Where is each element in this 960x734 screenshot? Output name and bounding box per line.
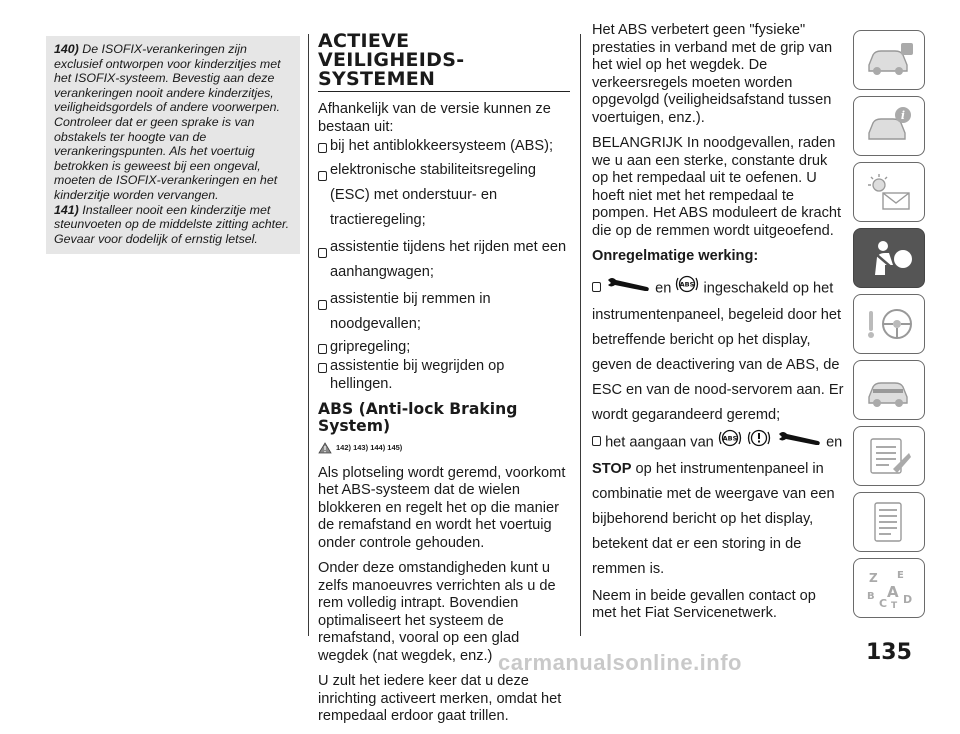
bullet-item: bij het antiblokkeersysteem (ABS); — [318, 138, 570, 156]
bullet-item: assistentie bij remmen in noodgevallen; — [318, 287, 570, 337]
malfunction-title: Onregelmatige werking: — [592, 248, 759, 264]
safety-airbag-icon — [863, 237, 915, 279]
svg-text:E: E — [897, 570, 904, 581]
tab-starting-driving[interactable] — [853, 294, 925, 354]
svg-text:A: A — [887, 583, 899, 601]
contact-service-paragraph: Neem in beide gevallen contact op met het Fiat Servicenetwerk. — [592, 587, 816, 621]
svg-text:B: B — [867, 591, 875, 602]
bullet-item: assistentie bij wegrijden op hellingen. — [318, 358, 570, 393]
bullet-item: elektronische stabiliteitsregeling (ESC) met onderstuur- en tractieregeling; — [318, 158, 570, 233]
svg-text:C: C — [879, 597, 888, 610]
abs-warning-icon — [675, 274, 699, 303]
abs-title: ABS (Anti-lock Braking System) — [318, 400, 518, 435]
abs-paragraph-1: Als plotseling wordt geremd, voorkomt het ABS-systeem dat de wielen blokkeren en regelt het op die manier de remafstand en wordt het voertuig onder controle gehouden. — [318, 464, 566, 551]
bullet-icon — [592, 276, 601, 301]
breakdown-icon — [863, 369, 915, 411]
warning-triangle-icon — [318, 442, 332, 454]
car-info-icon — [863, 39, 915, 81]
bullet-item: gripregeling; — [318, 339, 570, 357]
tab-safety[interactable] — [853, 228, 925, 288]
section-intro: Afhankelijk van de versie kunnen ze bestaan uit: — [318, 101, 551, 135]
bullet-icon — [318, 342, 327, 352]
malfunction-bullet-1: en ABS ingeschakeld op het instrumentenpaneel, begeleid door het betreffende bericht op het display, geven de deactivering van de ABS, de ESC en van de nood-servorem aan. Er wordt gegarandeerd geremd; — [592, 274, 844, 428]
lights-warning-icon — [863, 171, 915, 213]
column-divider-1 — [308, 34, 309, 636]
starting-driving-icon — [863, 303, 915, 345]
bullet-icon — [318, 165, 327, 175]
wrench-icon — [605, 275, 651, 302]
bullet-icon — [592, 430, 601, 455]
tab-index[interactable] — [853, 558, 925, 618]
technical-data-icon — [863, 501, 915, 543]
tab-dashboard-info[interactable] — [853, 96, 925, 156]
abs-paragraph-3: U zult het iedere keer dat u deze inrichting activeert merken, omdat het rempedaal erdoor gaat trillen. — [318, 673, 562, 724]
tab-lights-warning[interactable] — [853, 162, 925, 222]
abs-label: ABS — [722, 434, 738, 442]
chapter-sidebar — [853, 30, 925, 624]
warning-140-text: De ISOFIX-verankeringen zijn exclusief ontworpen voor kinderzitjes met het ISOFIX-systeem. Bevestig aan deze verankeringen nooit andere kinderzitjes, veiligheidsgordels of andere voorwerpen. Controleer dat er geen sprake is van obstakels ter hoogte van de verankeringspunten. Als het voertuig betrokken is geweest bij een ongeval, moeten de ISOFIX-verankeringen en het kinderzitje worden vervangen. — [54, 42, 281, 202]
tab-technical-data[interactable] — [853, 492, 925, 552]
abs-continued-column — [592, 22, 844, 631]
svg-text:i: i — [900, 109, 906, 122]
abs-paragraph-2: Onder deze omstandigheden kunt u zelfs manoeuvres verrichten als u de rem volledig intrapt. Bovendien optimaliseert het systeem de remafstand, vooral op een glad wegdek (nat wegdek, enz.) — [318, 560, 556, 664]
tab-breakdown[interactable] — [853, 360, 925, 420]
svg-text:D: D — [903, 593, 913, 606]
warning-141-text: Installeer nooit een kinderzitje met steunvoeten op de middelste zitting achter. Gevaar voor dodelijk of ernstig letsel. — [54, 202, 290, 246]
bullet-icon — [318, 242, 327, 252]
abs-warning-icon — [718, 428, 742, 457]
abs-paragraph-4: Het ABS verbetert geen "fysieke" prestaties in verband met de grip van het wiel op het wegdek. De verkeersregels moeten worden opgevolgd (veiligheidsafstand tussen voertuigen, enz.). — [592, 22, 833, 126]
bullet-icon — [318, 294, 327, 304]
warning-box — [46, 36, 300, 254]
svg-text:Z: Z — [869, 571, 878, 585]
dashboard-info-icon — [863, 105, 915, 147]
maintenance-icon — [863, 435, 915, 477]
wrench-icon — [776, 429, 822, 456]
section-title: ACTIEVE VEILIGHEIDS- SYSTEMEN — [318, 32, 570, 92]
tab-car-info[interactable] — [853, 30, 925, 90]
svg-text:T: T — [891, 601, 898, 611]
warning-141-number: 141) — [54, 202, 79, 217]
abs-important-paragraph: BELANGRIJK In noodgevallen, raden we u aan een sterke, constante druk op het rempedaal uit te oefenen. U hoeft niet met het rempedaal te pompen. Het ABS moduleert de kracht die op de remmen wordt uitgeoefend. — [592, 135, 842, 239]
bullet-item: assistentie tijdens het rijden met een aanhangwagen; — [318, 235, 570, 285]
bullet-icon — [318, 361, 327, 371]
watermark: carmanualsonline.info — [498, 650, 742, 675]
brake-warning-icon — [746, 428, 772, 457]
page-number: 135 — [866, 640, 912, 665]
column-divider-2 — [580, 34, 581, 636]
tab-maintenance[interactable] — [853, 426, 925, 486]
index-icon — [863, 567, 915, 609]
warning-140-number: 140) — [54, 42, 79, 56]
abs-label: ABS — [680, 280, 695, 288]
active-safety-column — [318, 32, 570, 734]
warning-references: 142) 143) 144) 145) — [318, 439, 570, 457]
malfunction-bullet-2: het aangaan van ABS en STOP op het instrumentenpaneel in combinatie met de weergave van een bijbehorend bericht op het display, betekent dat er een storing in de remmen is. — [592, 428, 844, 582]
bullet-icon — [318, 141, 327, 151]
